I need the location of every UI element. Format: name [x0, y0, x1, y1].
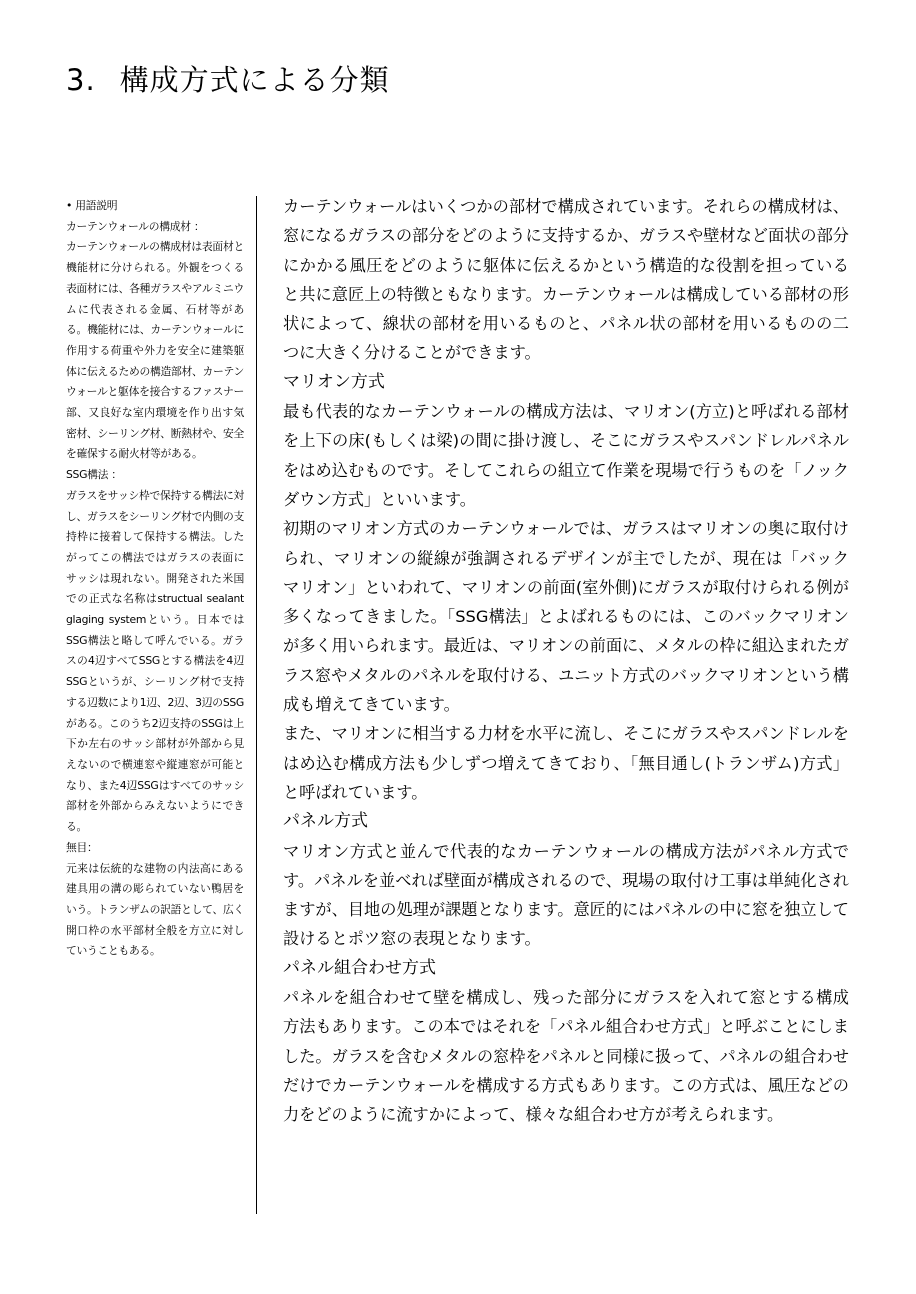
page-title [66, 58, 390, 99]
main-content [283, 192, 849, 1130]
panel-combination-paragraph: パネルを組合わせて壁を構成し、残った部分にガラスを入れて窓とする構成方法もあります。この本ではそれを「パネル組合わせ方式」と呼ぶことにしました。ガラスを含むメタルの窓枠をパネルと同様に扱って、パネルの組合わせだけでカーテンウォールを構成する方式もあります。この方式は、風圧などの力をどのように流すかによって、様々な組合わせ方が考えられます。 [283, 988, 849, 1125]
section-number: 3. [66, 63, 96, 97]
section-title: 構成方式による分類 [119, 63, 390, 97]
glossary-definition-mume: 元来は伝統的な建物の内法高にある建具用の溝の彫られていない鴨居をいう。トランザムの訳語として、広く開口枠の水平部材全般を方立に対していうこともある。 [66, 861, 244, 958]
mullion-paragraph-2: 初期のマリオン方式のカーテンウォールでは、ガラスはマリオンの奥に取付けられ、マリオンの縦線が強調されるデザインが主でしたが、現在は「バックマリオン」といわれて、マリオンの前面(室外側)にガラスが取付けられる例が多くなってきました。「SSG構法」とよばれるものには、このバックマリオンが多く用いられます。最近は、マリオンの前面に、メタルの枠に組込まれたガラス窓やメタルのパネルを取付ける、ユニット方式のバックマリオンという構成も増えてきています。 [283, 519, 849, 715]
glossary-term-mume: 無目： [66, 840, 98, 854]
section-heading-panel: パネル方式 [283, 811, 368, 832]
glossary-sidebar [66, 196, 244, 962]
panel-paragraph: マリオン方式と並んで代表的なカーテンウォールの構成方法がパネル方式です。パネルを並べれば壁面が構成されるので、現場の取付け工事は単純化されますが、目地の処理が課題となります。意匠的にはパネルの中に窓を独立して設けるとポツ窓の表現となります。 [283, 841, 849, 949]
mullion-paragraph-3: また、マリオンに相当する力材を水平に流し、そこにガラスやスパンドレルをはめ込む構成方法も少しずつ増えてきており、「無目通し(トランザム)方式」と呼ばれています。 [283, 724, 849, 802]
glossary-heading: • 用語説明 [66, 196, 244, 217]
glossary-term-curtain-wall-components: カーテンウォールの構成材 ： [66, 219, 205, 233]
section-heading-panel-combination: パネル組合わせ方式 [283, 957, 436, 978]
glossary-definition-curtain-wall-components: カーテンウォールの構成材は表面材と機能材に分けられる。外観をつくる表面材には、各種ガラスやアルミニウムに代表される金属、石材等がある。機能材には、カーテンウォールに作用する荷重や外力を安全に建築躯体に伝えるための構造部材、カーテンウォールと躯体を接合するファスナー部、又良好な室内環境を作り出す気密材、シーリング材、断熱材や、安全を確保する耐火材等がある。 [66, 240, 245, 461]
column-divider [256, 196, 257, 1214]
glossary-term-ssg: SSG構法 ： [66, 468, 122, 482]
glossary-definition-ssg: ガラスをサッシ枠で保持する構法に対し、ガラスをシーリング材で内側の支持枠に接着して保持する構法。したがってこの構法ではガラスの表面にサッシは現れない。開発された米国での正式な名称はstructual sealant glaging systemという。日本ではSSG構法と略して呼んでいる。ガラスの4辺すべてSSGとする構法を4辺SSGというが、シーリング材で支持する辺数により1辺、2辺、3辺のSSGがある。このうち2辺支持のSSGは上下か左右のサッシ部材が外部から見えないので横連窓や縦連窓が可能となり、また4辺SSGはすべてのサッシ部材を外部からみえないようにできる。 [66, 488, 244, 834]
mullion-paragraph-1: 最も代表的なカーテンウォールの構成方法は、マリオン(方立)と呼ばれる部材を上下の床(もしくは梁)の間に掛け渡し、そこにガラスやスパンドレルパネルをはめ込むものです。そしてこれらの組立て作業を現場で行うものを「ノックダウン方式」といいます。 [283, 402, 849, 509]
section-heading-mullion: マリオン方式 [283, 371, 385, 392]
intro-paragraph: カーテンウォールはいくつかの部材で構成されています。それらの構成材は、窓になるガラスの部分をどのように支持するか、ガラスや壁材など面状の部分にかかる風圧をどのように躯体に伝えるかという構造的な役割を担っていると共に意匠上の特徴ともなります。カーテンウォールは構成している部材の形状によって、線状の部材を用いるものと、パネル状の部材を用いるものの二つに大きく分けることができます。 [283, 197, 849, 363]
